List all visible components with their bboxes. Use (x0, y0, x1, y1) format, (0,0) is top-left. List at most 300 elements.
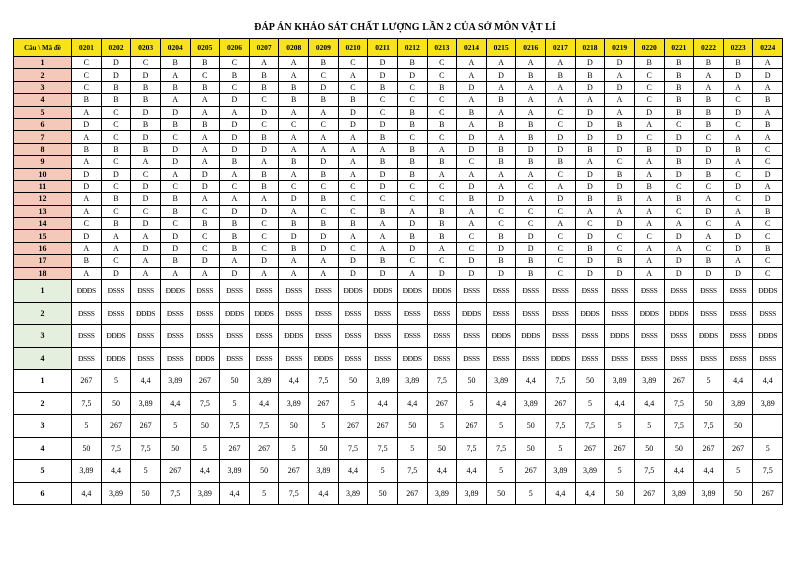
short-answer-cell: 4,4 (220, 482, 250, 505)
mc-answer-cell: A (72, 106, 102, 118)
tf-answer-cell: ĐSSS (249, 325, 279, 348)
short-answer-cell: 3,89 (575, 460, 605, 483)
mc-answer-cell: B (427, 230, 457, 242)
mc-answer-cell: B (131, 118, 161, 130)
mc-answer-cell: D (160, 242, 190, 254)
mc-answer-cell: B (723, 57, 753, 69)
short-answer-cell: 267 (546, 392, 576, 415)
mc-answer-cell: C (220, 57, 250, 69)
mc-answer-cell: C (457, 230, 487, 242)
tf-answer-cell: ĐĐĐS (634, 302, 664, 325)
tf-answer-cell: ĐSSS (694, 347, 724, 370)
mc-answer-cell: D (546, 131, 576, 143)
short-answer-cell: 4,4 (160, 392, 190, 415)
mc-answer-cell: A (131, 255, 161, 267)
mc-answer-cell: A (486, 131, 516, 143)
question-number-cell: 11 (14, 180, 72, 192)
short-answer-cell: 267 (516, 460, 546, 483)
short-answer-cell: 50 (575, 370, 605, 393)
mc-answer-cell: D (368, 57, 398, 69)
short-answer-cell: 267 (131, 415, 161, 438)
table-row (14, 370, 783, 393)
mc-answer-cell: D (723, 242, 753, 254)
mc-answer-cell: A (427, 242, 457, 254)
mc-answer-cell: D (486, 242, 516, 254)
tf-answer-cell: ĐSSS (486, 302, 516, 325)
mc-answer-cell: B (575, 143, 605, 155)
mc-answer-cell: B (220, 69, 250, 81)
mc-answer-cell: D (249, 143, 279, 155)
exam-code-header: 0210 (338, 39, 368, 57)
mc-answer-cell: D (753, 168, 783, 180)
mc-answer-cell: C (101, 180, 131, 192)
tf-answer-cell: ĐĐĐS (338, 280, 368, 303)
mc-answer-cell: C (220, 81, 250, 93)
tf-answer-cell: ĐĐĐS (486, 325, 516, 348)
mc-answer-cell: B (694, 57, 724, 69)
mc-answer-cell: A (338, 131, 368, 143)
mc-answer-cell: C (427, 193, 457, 205)
tf-answer-cell: ĐSSS (723, 347, 753, 370)
mc-answer-cell: B (694, 255, 724, 267)
mc-answer-cell: B (397, 143, 427, 155)
question-number-cell: 1 (14, 280, 72, 303)
mc-answer-cell: B (634, 143, 664, 155)
mc-answer-cell: A (634, 255, 664, 267)
tf-answer-cell: ĐSSS (753, 302, 783, 325)
question-number-cell: 2 (14, 69, 72, 81)
short-answer-cell: 5 (131, 460, 161, 483)
tf-answer-cell: ĐSSS (72, 347, 102, 370)
mc-answer-cell: A (279, 143, 309, 155)
mc-answer-cell: B (605, 255, 635, 267)
mc-answer-cell: A (160, 168, 190, 180)
tf-answer-cell: ĐSSS (160, 325, 190, 348)
tf-answer-cell: ĐSSS (546, 302, 576, 325)
mc-answer-cell: C (190, 242, 220, 254)
mc-answer-cell: C (634, 69, 664, 81)
mc-answer-cell: A (72, 205, 102, 217)
short-answer-cell: 267 (753, 482, 783, 505)
mc-answer-cell: A (457, 69, 487, 81)
table-row (14, 267, 783, 279)
short-answer-cell: 3,89 (220, 460, 250, 483)
tf-answer-cell: ĐSSS (131, 325, 161, 348)
mc-answer-cell: D (575, 57, 605, 69)
short-answer-cell: 50 (249, 460, 279, 483)
mc-answer-cell: D (190, 168, 220, 180)
mc-answer-cell: A (279, 255, 309, 267)
mc-answer-cell: A (131, 267, 161, 279)
short-answer-cell: 7,5 (397, 460, 427, 483)
mc-answer-cell: C (309, 180, 339, 192)
mc-answer-cell: A (309, 106, 339, 118)
mc-answer-cell: C (427, 255, 457, 267)
mc-answer-cell: D (220, 267, 250, 279)
mc-answer-cell: C (190, 230, 220, 242)
table-row (14, 230, 783, 242)
tf-answer-cell: ĐSSS (309, 302, 339, 325)
tf-answer-cell: ĐSSS (368, 325, 398, 348)
mc-answer-cell: D (160, 106, 190, 118)
short-answer-cell: 5 (605, 460, 635, 483)
tf-answer-cell: ĐSSS (249, 280, 279, 303)
mc-answer-cell: C (397, 94, 427, 106)
short-answer-cell: 267 (664, 370, 694, 393)
short-answer-cell: 3,89 (368, 370, 398, 393)
tf-answer-cell: ĐSSS (309, 280, 339, 303)
tf-answer-cell: ĐSSS (397, 302, 427, 325)
tf-answer-cell: ĐSSS (664, 347, 694, 370)
short-answer-cell: 50 (694, 392, 724, 415)
mc-answer-cell: C (309, 69, 339, 81)
tf-answer-cell: ĐSSS (220, 347, 250, 370)
table-row (14, 143, 783, 155)
mc-answer-cell: A (694, 69, 724, 81)
mc-answer-cell: C (72, 81, 102, 93)
short-answer-cell: 5 (694, 370, 724, 393)
tf-answer-cell: ĐSSS (546, 280, 576, 303)
tf-answer-cell: ĐSSS (338, 325, 368, 348)
tf-answer-cell: ĐĐĐS (72, 280, 102, 303)
mc-answer-cell: D (546, 193, 576, 205)
short-answer-cell: 3,89 (753, 392, 783, 415)
mc-answer-cell: B (753, 94, 783, 106)
mc-answer-cell: C (546, 106, 576, 118)
short-answer-cell: 4,4 (546, 482, 576, 505)
tf-answer-cell: ĐSSS (457, 347, 487, 370)
short-answer-cell: 50 (723, 482, 753, 505)
mc-answer-cell: A (72, 131, 102, 143)
tf-answer-cell: ĐĐĐS (457, 302, 487, 325)
mc-answer-cell: C (723, 94, 753, 106)
table-row (14, 205, 783, 217)
mc-answer-cell: D (723, 180, 753, 192)
mc-answer-cell: C (160, 131, 190, 143)
mc-answer-cell: B (486, 143, 516, 155)
short-answer-cell: 50 (190, 415, 220, 438)
question-number-cell: 5 (14, 460, 72, 483)
mc-answer-cell: C (338, 242, 368, 254)
short-answer-cell: 4,4 (634, 392, 664, 415)
mc-answer-cell: D (338, 118, 368, 130)
mc-answer-cell: A (546, 94, 576, 106)
mc-answer-cell: D (368, 69, 398, 81)
mc-answer-cell: B (427, 118, 457, 130)
mc-answer-cell: D (131, 193, 161, 205)
table-row (14, 347, 783, 370)
mc-answer-cell: B (249, 131, 279, 143)
mc-answer-cell: A (605, 69, 635, 81)
tf-answer-cell: ĐSSS (338, 302, 368, 325)
tf-answer-cell: ĐĐĐS (605, 325, 635, 348)
short-answer-cell: 50 (427, 437, 457, 460)
tf-answer-cell: ĐSSS (368, 347, 398, 370)
mc-answer-cell: A (753, 106, 783, 118)
tf-answer-cell: ĐSSS (101, 280, 131, 303)
tf-answer-cell: ĐĐĐS (160, 280, 190, 303)
mc-answer-cell: D (516, 230, 546, 242)
mc-answer-cell: A (634, 193, 664, 205)
mc-answer-cell: A (309, 255, 339, 267)
tf-answer-cell: ĐSSS (131, 280, 161, 303)
mc-answer-cell: C (694, 218, 724, 230)
mc-answer-cell: A (368, 230, 398, 242)
mc-answer-cell: D (309, 242, 339, 254)
mc-answer-cell: C (338, 205, 368, 217)
exam-code-header: 0221 (664, 39, 694, 57)
table-row (14, 57, 783, 69)
mc-answer-cell: B (249, 168, 279, 180)
mc-answer-cell: A (694, 193, 724, 205)
mc-answer-cell: A (338, 69, 368, 81)
mc-answer-cell: A (279, 57, 309, 69)
mc-answer-cell: A (427, 143, 457, 155)
mc-answer-cell: B (753, 242, 783, 254)
mc-answer-cell: C (575, 218, 605, 230)
table-row (14, 460, 783, 483)
mc-answer-cell: A (72, 193, 102, 205)
mc-answer-cell: A (753, 57, 783, 69)
exam-code-header: 0222 (694, 39, 724, 57)
mc-answer-cell: D (575, 81, 605, 93)
tf-answer-cell: ĐSSS (575, 347, 605, 370)
mc-answer-cell: D (309, 230, 339, 242)
exam-code-header: 0217 (546, 39, 576, 57)
mc-answer-cell: D (664, 143, 694, 155)
mc-answer-cell: B (486, 230, 516, 242)
mc-answer-cell: C (131, 205, 161, 217)
mc-answer-cell: C (249, 218, 279, 230)
table-row (14, 302, 783, 325)
question-number-cell: 4 (14, 437, 72, 460)
short-answer-cell: 3,89 (723, 392, 753, 415)
tf-answer-cell: ĐĐĐS (190, 347, 220, 370)
exam-code-header: 0209 (309, 39, 339, 57)
mc-answer-cell: D (546, 143, 576, 155)
tf-answer-cell: ĐĐĐS (279, 325, 309, 348)
mc-answer-cell: B (368, 255, 398, 267)
short-answer-cell: 5 (486, 415, 516, 438)
mc-answer-cell: C (368, 94, 398, 106)
tf-answer-cell: ĐSSS (72, 302, 102, 325)
mc-answer-cell: D (160, 143, 190, 155)
mc-answer-cell: C (634, 94, 664, 106)
table-row (14, 218, 783, 230)
mc-answer-cell: A (457, 168, 487, 180)
mc-answer-cell: D (457, 143, 487, 155)
mc-answer-cell: A (279, 267, 309, 279)
mc-answer-cell: C (397, 81, 427, 93)
mc-answer-cell: D (605, 180, 635, 192)
mc-answer-cell: D (190, 180, 220, 192)
mc-answer-cell: D (664, 230, 694, 242)
mc-answer-cell: B (309, 218, 339, 230)
short-answer-cell: 3,89 (72, 460, 102, 483)
mc-answer-cell: D (397, 242, 427, 254)
mc-answer-cell: D (694, 156, 724, 168)
page-title: ĐÁP ÁN KHẢO SÁT CHẤT LƯỢNG LẦN 2 CỦA SỞ MÔN VẬT LÍ (254, 22, 556, 33)
mc-answer-cell: D (427, 267, 457, 279)
mc-answer-cell: C (101, 156, 131, 168)
mc-answer-cell: A (309, 143, 339, 155)
mc-answer-cell: D (338, 106, 368, 118)
tf-answer-cell: ĐSSS (664, 325, 694, 348)
question-number-cell: 18 (14, 267, 72, 279)
table-header-row (14, 39, 783, 57)
mc-answer-cell: B (516, 255, 546, 267)
short-answer-cell: 4,4 (723, 370, 753, 393)
mc-answer-cell: B (664, 81, 694, 93)
mc-answer-cell: A (575, 94, 605, 106)
mc-answer-cell: C (546, 255, 576, 267)
question-number-cell: 14 (14, 218, 72, 230)
mc-answer-cell: C (397, 131, 427, 143)
question-number-cell: 13 (14, 205, 72, 217)
short-answer-cell: 7,5 (457, 437, 487, 460)
short-answer-cell: 5 (101, 370, 131, 393)
mc-answer-cell: B (309, 193, 339, 205)
mc-answer-cell: C (131, 57, 161, 69)
mc-answer-cell: D (605, 218, 635, 230)
mc-answer-cell: B (694, 106, 724, 118)
mc-answer-cell: B (101, 81, 131, 93)
short-answer-cell: 5 (72, 415, 102, 438)
mc-answer-cell: D (397, 218, 427, 230)
short-answer-cell: 7,5 (634, 460, 664, 483)
short-answer-cell: 3,89 (101, 482, 131, 505)
tf-answer-cell: ĐĐĐS (427, 280, 457, 303)
short-answer-cell: 7,5 (546, 370, 576, 393)
mc-answer-cell: A (546, 81, 576, 93)
mc-answer-cell: C (546, 267, 576, 279)
mc-answer-cell: A (249, 267, 279, 279)
short-answer-cell: 267 (427, 392, 457, 415)
tf-answer-cell: ĐĐĐS (664, 302, 694, 325)
short-answer-cell: 5 (516, 482, 546, 505)
short-answer-cell: 267 (279, 460, 309, 483)
mc-answer-cell: D (664, 131, 694, 143)
short-answer-cell: 7,5 (368, 437, 398, 460)
tf-answer-cell: ĐSSS (694, 280, 724, 303)
exam-code-header: 0213 (427, 39, 457, 57)
mc-answer-cell: B (131, 81, 161, 93)
mc-answer-cell: A (753, 180, 783, 192)
mc-answer-cell: D (723, 69, 753, 81)
table-row (14, 118, 783, 130)
mc-answer-cell: D (457, 267, 487, 279)
mc-answer-cell: A (694, 230, 724, 242)
mc-answer-cell: B (546, 69, 576, 81)
exam-code-header: 0220 (634, 39, 664, 57)
mc-answer-cell: C (753, 156, 783, 168)
mc-answer-cell: C (516, 180, 546, 192)
mc-answer-cell: B (694, 168, 724, 180)
mc-answer-cell: A (190, 193, 220, 205)
mc-answer-cell: A (516, 193, 546, 205)
table-row (14, 437, 783, 460)
mc-answer-cell: D (338, 255, 368, 267)
short-answer-cell: 50 (101, 392, 131, 415)
mc-answer-cell: B (220, 156, 250, 168)
table-row (14, 81, 783, 93)
mc-answer-cell: D (338, 267, 368, 279)
question-number-cell: 9 (14, 156, 72, 168)
mc-answer-cell: B (694, 94, 724, 106)
short-answer-cell: 50 (605, 482, 635, 505)
tf-answer-cell: ĐSSS (190, 280, 220, 303)
mc-answer-cell: A (546, 180, 576, 192)
tf-answer-cell: ĐSSS (427, 302, 457, 325)
mc-answer-cell: D (605, 267, 635, 279)
question-number-cell: 4 (14, 94, 72, 106)
short-answer-cell: 267 (220, 437, 250, 460)
mc-answer-cell: D (723, 106, 753, 118)
exam-code-header: 0206 (220, 39, 250, 57)
short-answer-cell: 50 (516, 415, 546, 438)
mc-answer-cell: D (457, 255, 487, 267)
mc-answer-cell: D (220, 143, 250, 155)
mc-answer-cell: A (516, 81, 546, 93)
mc-answer-cell: B (575, 242, 605, 254)
mc-answer-cell: A (338, 230, 368, 242)
mc-answer-cell: C (338, 81, 368, 93)
mc-answer-cell: B (220, 218, 250, 230)
short-answer-cell: 3,89 (309, 460, 339, 483)
short-answer-cell: 3,89 (279, 392, 309, 415)
mc-answer-cell: A (457, 57, 487, 69)
short-answer-cell: 7,5 (131, 437, 161, 460)
short-answer-cell: 267 (72, 370, 102, 393)
mc-answer-cell: B (486, 94, 516, 106)
mc-answer-cell: A (723, 205, 753, 217)
mc-answer-cell: C (101, 131, 131, 143)
short-answer-cell: 4,4 (368, 392, 398, 415)
mc-answer-cell: C (516, 205, 546, 217)
short-answer-cell: 3,89 (131, 392, 161, 415)
short-answer-cell (753, 415, 783, 438)
mc-answer-cell: A (249, 156, 279, 168)
tf-answer-cell: ĐĐĐS (397, 347, 427, 370)
mc-answer-cell: C (190, 205, 220, 217)
mc-answer-cell: B (605, 168, 635, 180)
question-number-cell: 8 (14, 143, 72, 155)
mc-answer-cell: A (309, 131, 339, 143)
mc-answer-cell: C (397, 180, 427, 192)
question-number-cell: 15 (14, 230, 72, 242)
mc-answer-cell: C (338, 193, 368, 205)
mc-answer-cell: B (634, 57, 664, 69)
mc-answer-cell: B (516, 69, 546, 81)
question-number-cell: 4 (14, 347, 72, 370)
short-answer-cell: 50 (131, 482, 161, 505)
table-row (14, 255, 783, 267)
mc-answer-cell: D (72, 180, 102, 192)
mc-answer-cell: C (546, 118, 576, 130)
tf-answer-cell: ĐĐĐS (575, 302, 605, 325)
mc-answer-cell: D (368, 118, 398, 130)
tf-answer-cell: ĐSSS (605, 347, 635, 370)
mc-answer-cell: B (309, 168, 339, 180)
short-answer-cell: 4,4 (249, 392, 279, 415)
mc-answer-cell: B (753, 205, 783, 217)
mc-answer-cell: A (634, 267, 664, 279)
mc-answer-cell: D (486, 193, 516, 205)
short-answer-cell: 3,89 (486, 370, 516, 393)
mc-answer-cell: D (72, 168, 102, 180)
mc-answer-cell: B (279, 81, 309, 93)
mc-answer-cell: B (634, 180, 664, 192)
